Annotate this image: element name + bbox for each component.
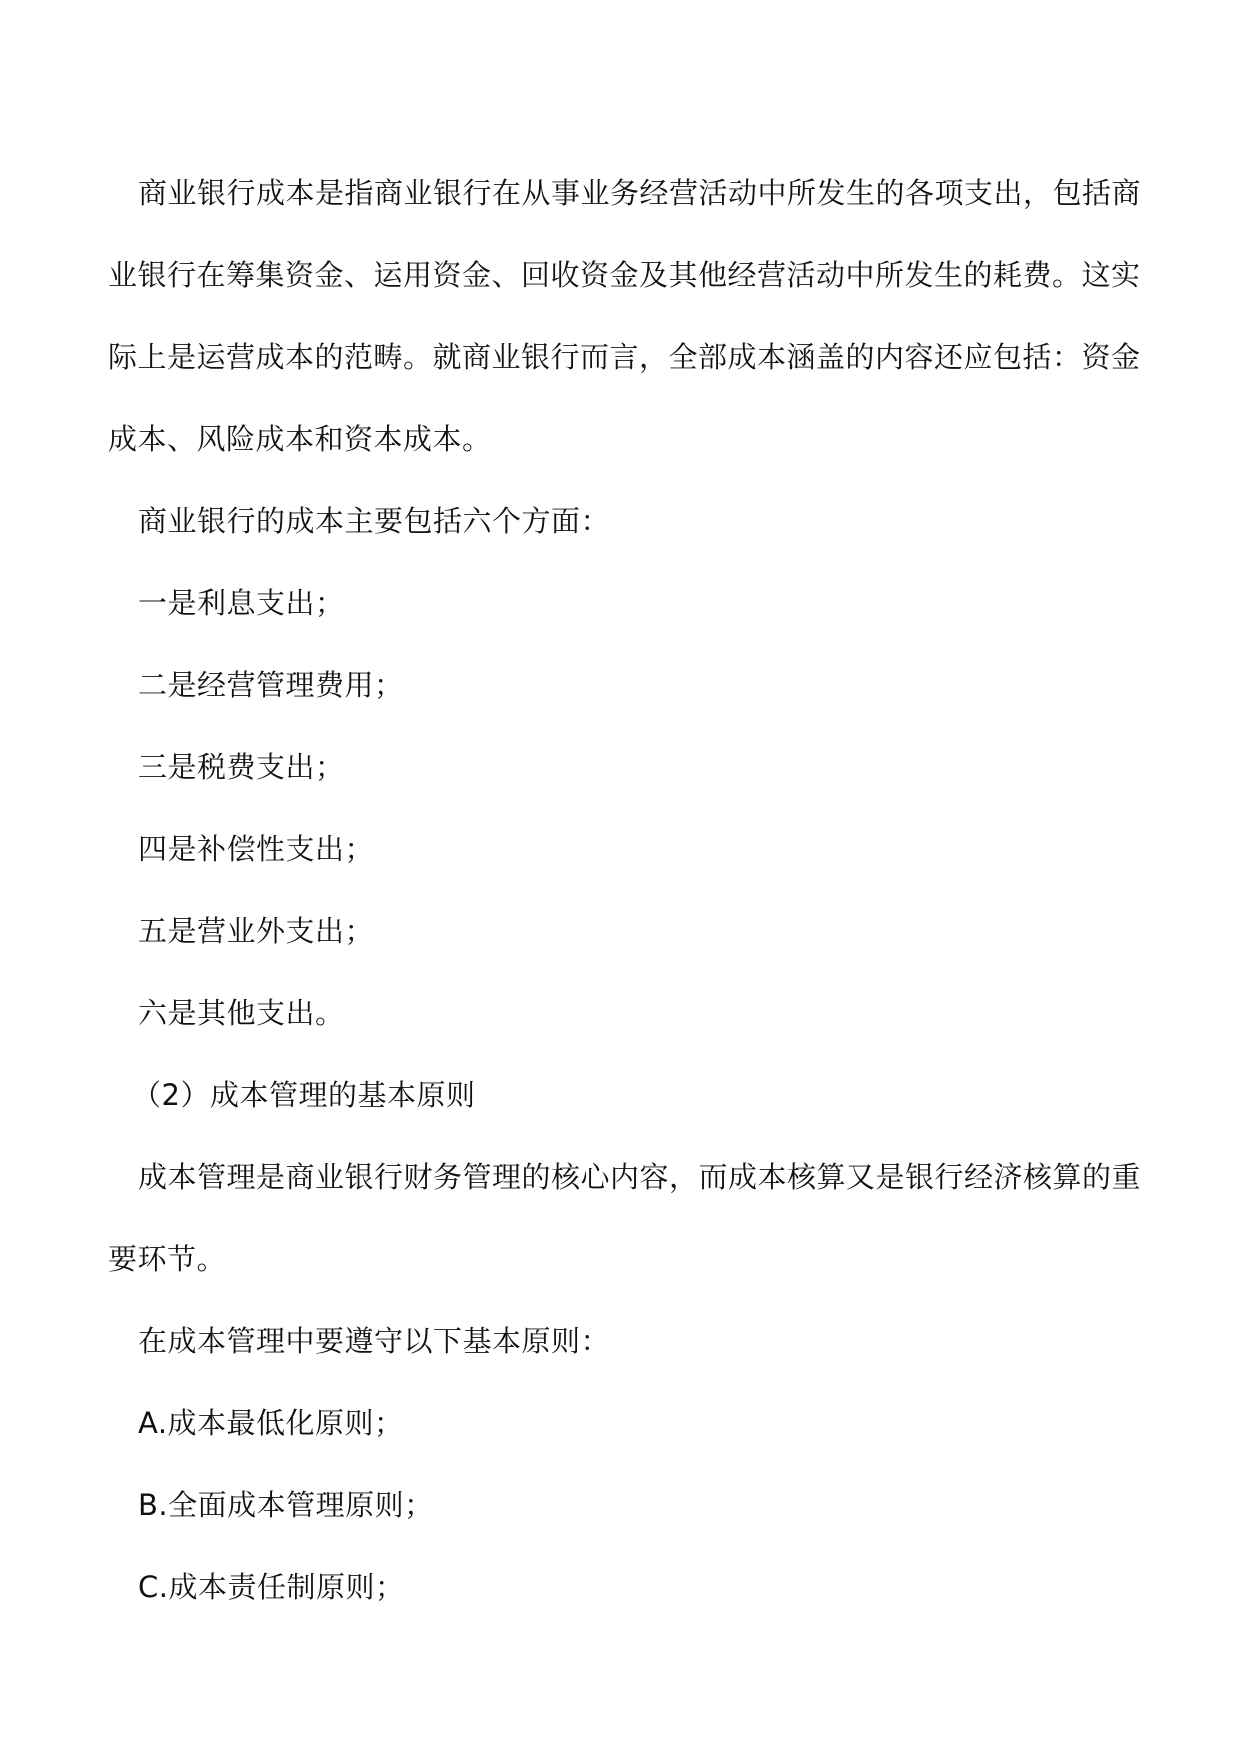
document-body [108,152,1143,1628]
paragraph-cost-definition: 商业银行成本是指商业银行在从事业务经营活动中所发生的各项支出，包括商业银行在筹集资金、运用资金、回收资金及其他经营活动中所发生的耗费。这实际上是运营成本的范畴。就商业银行而言，全部成本涵盖的内容还应包括：资金成本、风险成本和资本成本。 [108,176,1142,456]
paragraph-principles-intro: 在成本管理中要遵守以下基本原则： [138,1324,611,1358]
list-item-other-expense: 六是其他支出。 [138,996,345,1030]
list-item-non-operating-expense: 五是营业外支出； [138,914,375,948]
list-item-interest-expense: 一是利息支出； [138,586,345,620]
paragraph-cost-components-intro: 商业银行的成本主要包括六个方面： [138,504,611,538]
list-item-compensatory-expense: 四是补偿性支出； [138,832,375,866]
section-heading-principles: （2）成本管理的基本原则 [132,1078,476,1112]
list-item-operating-expense: 二是经营管理费用； [138,668,404,702]
list-item-principle-c: C.成本责任制原则； [138,1570,405,1604]
list-item-tax-expense: 三是税费支出； [138,750,345,784]
list-item-principle-b: B.全面成本管理原则； [138,1488,434,1522]
paragraph-cost-management-core: 成本管理是商业银行财务管理的核心内容，而成本核算又是银行经济核算的重要环节。 [108,1160,1142,1276]
list-item-principle-a: A.成本最低化原则； [138,1406,404,1440]
